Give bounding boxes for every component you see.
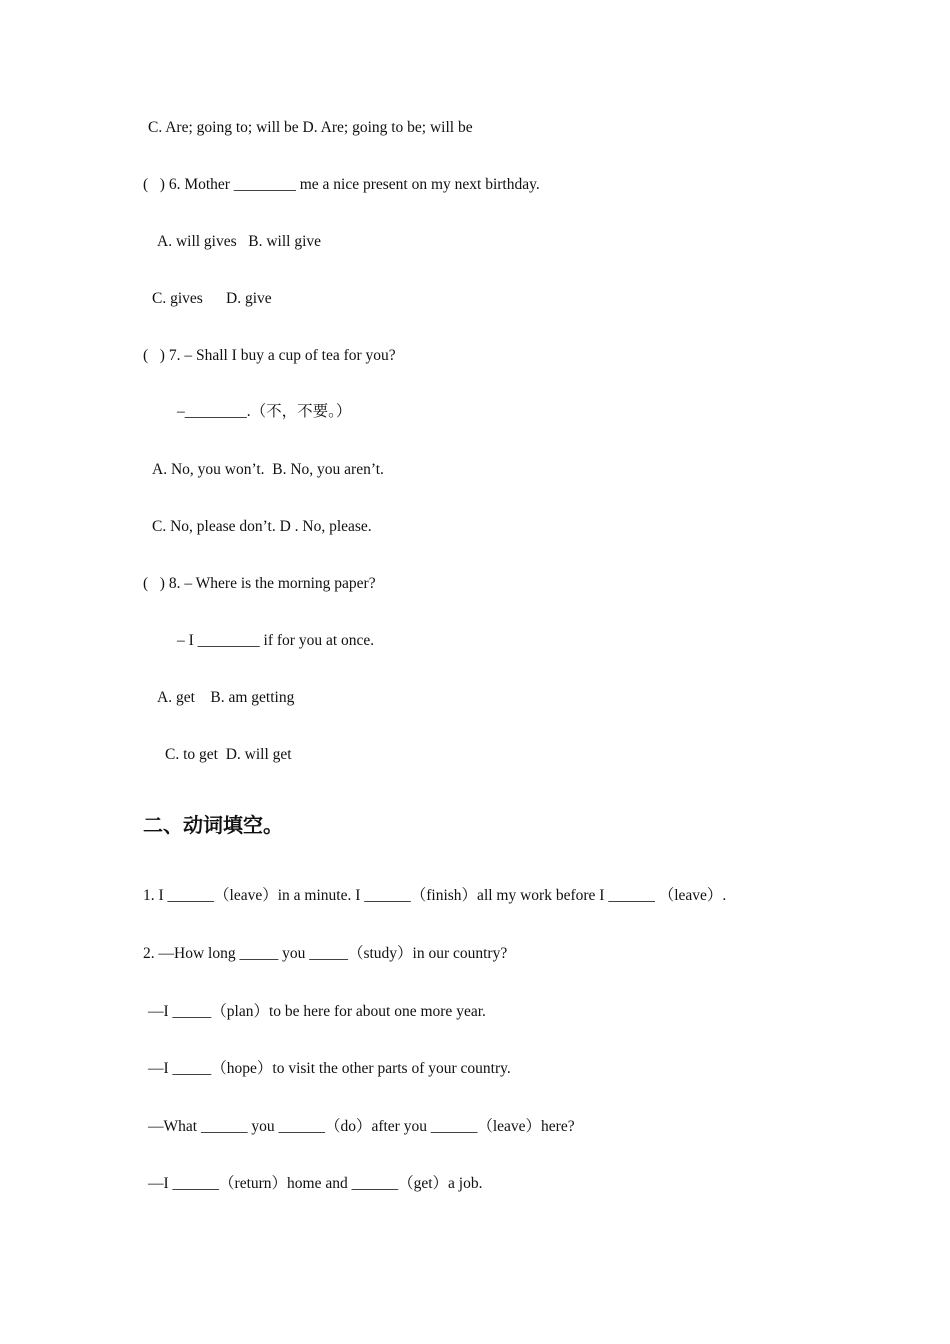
section2-item-4: —I _____（hope）to visit the other parts of your country. — [148, 1060, 511, 1077]
section2-item-6: —I ______（return）home and ______（get）a job. — [148, 1175, 483, 1192]
section2-item-2: 2. —How long _____ you _____（study）in our country? — [143, 945, 508, 962]
q8-options-ab: A. get B. am getting — [157, 689, 295, 706]
q7-options-ab: A. No, you won’t. B. No, you aren’t. — [152, 461, 384, 478]
q7-options-cd: C. No, please don’t. D . No, please. — [152, 518, 372, 535]
q6-stem: ( ) 6. Mother ________ me a nice present on my next birthday. — [143, 176, 540, 193]
q7-reply: –________.（不，不要。） — [177, 403, 352, 420]
q6-options-ab: A. will gives B. will give — [157, 233, 322, 250]
q5-options-cd: C. Are; going to; will be D. Are; going to be; will be — [148, 119, 473, 136]
q8-stem: ( ) 8. – Where is the morning paper? — [143, 575, 376, 592]
section2-heading: 二、动词填空。 — [143, 813, 283, 837]
q8-options-cd: C. to get D. will get — [165, 746, 292, 763]
q6-options-cd: C. gives D. give — [152, 290, 272, 307]
q8-reply: – I ________ if for you at once. — [177, 632, 375, 649]
section2-item-1: 1. I ______（leave）in a minute. I ______（finish）all my work before I ______ （leave）. — [143, 887, 727, 904]
section2-item-3: —I _____（plan）to be here for about one more year. — [148, 1003, 486, 1020]
q7-stem: ( ) 7. – Shall I buy a cup of tea for you? — [143, 347, 396, 364]
section2-item-5: —What ______ you ______（do）after you ______（leave）here? — [148, 1118, 575, 1135]
